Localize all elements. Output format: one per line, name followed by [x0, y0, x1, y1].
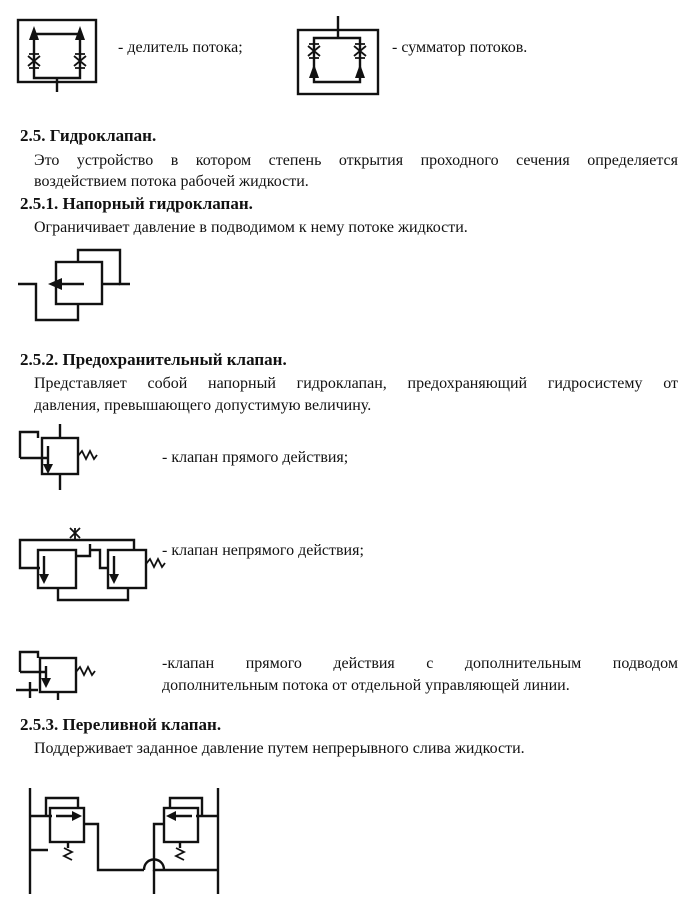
section-2-5-text-line2: воздействием потока рабочей жидкости.	[34, 173, 309, 190]
section-2-5-2-heading: 2.5.2. Предохранительный клапан.	[20, 350, 287, 369]
section-2-5-heading: 2.5. Гидроклапан.	[20, 126, 157, 145]
extra-control-label-line1: -клапан прямого действия с дополнительным подводом	[162, 655, 678, 672]
section-2-5-1-heading: 2.5.1. Напорный гидроклапан.	[20, 194, 253, 213]
flow-summator-label: - сумматор потоков.	[392, 39, 528, 56]
relief-valve-extra-control-icon	[16, 644, 100, 702]
flow-divider-icon	[16, 18, 98, 92]
indirect-relief-valve-label: - клапан непрямого действия;	[162, 542, 364, 559]
section-2-5-text-line1: Это устройство в котором степень открытия проходного сечения определяется	[34, 152, 678, 169]
overflow-valve-icon	[28, 786, 222, 896]
flow-divider-label: - делитель потока;	[118, 39, 243, 56]
section-2-5-1-text: Ограничивает давление в подводимом к нему потоке жидкости.	[34, 219, 468, 236]
pressure-valve-icon	[18, 246, 134, 324]
direct-relief-valve-icon	[18, 424, 98, 492]
flow-summator-icon	[294, 16, 382, 96]
indirect-relief-valve-icon	[18, 528, 166, 602]
section-2-5-2-text-line1: Представляет собой напорный гидроклапан, предохраняющий гидросистему от	[34, 375, 678, 392]
section-2-5-3-heading: 2.5.3. Переливной клапан.	[20, 715, 222, 734]
section-2-5-2-text-line2: давления, превышающего допустимую величину.	[34, 397, 372, 414]
extra-control-label-line2: дополнительным потока от отдельной управляющей линии.	[162, 677, 570, 694]
section-2-5-3-text: Поддерживает заданное давление путем непрерывного слива жидкости.	[34, 740, 525, 757]
direct-relief-valve-label: - клапан прямого действия;	[162, 449, 349, 466]
